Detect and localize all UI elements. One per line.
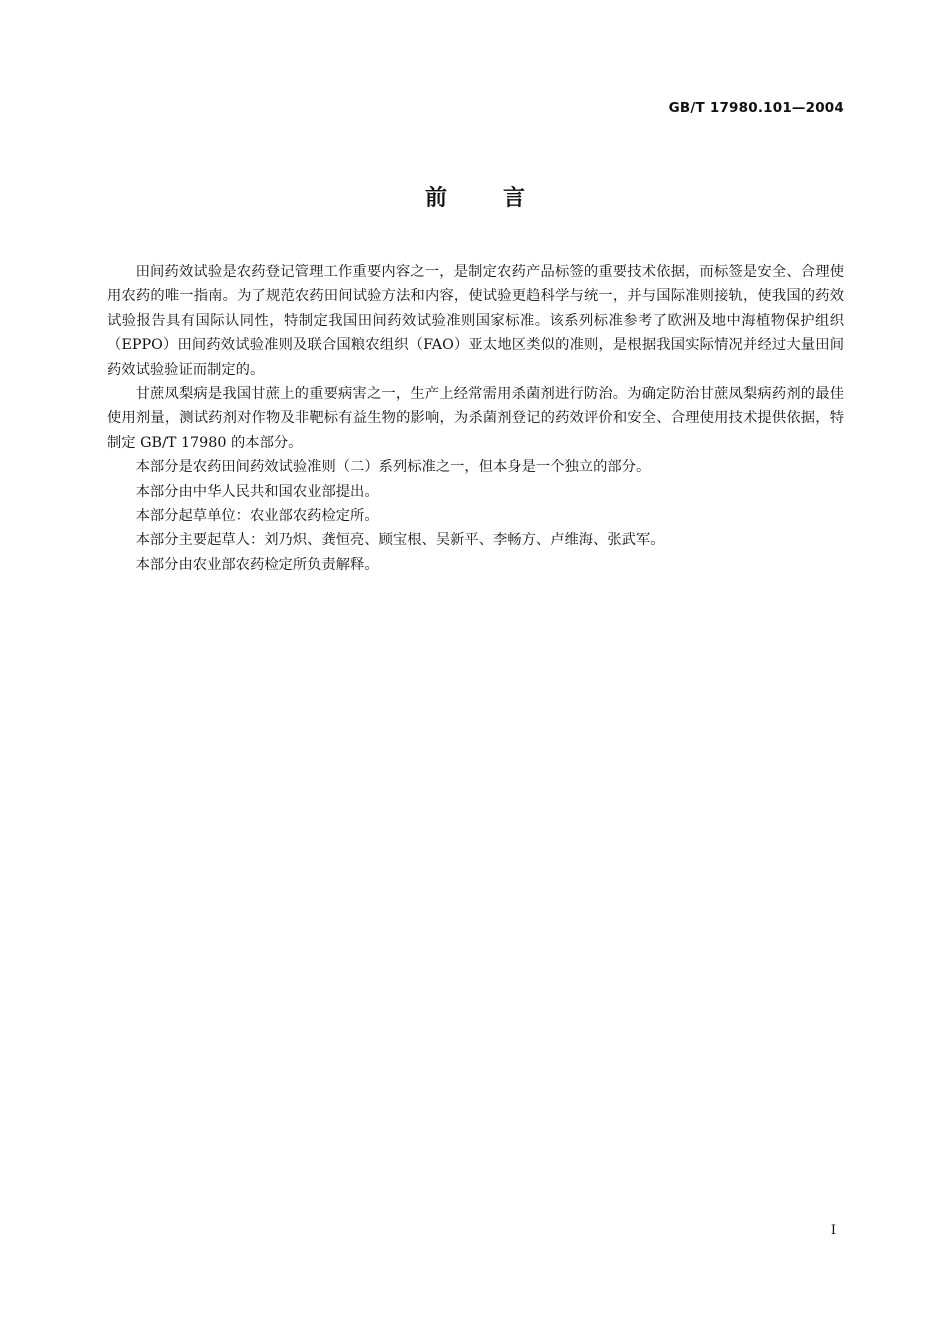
paragraph-6: 本部分主要起草人：刘乃炽、龚恒亮、顾宝根、吴新平、李畅方、卢维海、张武军。 <box>135 532 665 549</box>
paragraph-3: 本部分是农药田间药效试验准则（二）系列标准之一，但本身是一个独立的部分。 <box>135 459 651 476</box>
page-number: I <box>830 1223 836 1238</box>
foreword-body <box>107 260 844 577</box>
paragraph-4: 本部分由中华人民共和国农业部提出。 <box>135 483 379 500</box>
standard-number: GB/T 17980.101—2004 <box>668 100 844 116</box>
paragraph-2: 甘蔗凤梨病是我国甘蔗上的重要病害之一，生产上经常需用杀菌剂进行防治。为确定防治甘蔗凤梨病药剂的最佳使用剂量，测试药剂对作物及非靶标有益生物的影响，为杀菌剂登记的药效评价和安全、合理使用技术提供依据，特制定 GB/T 17980 的本部分。 <box>107 386 844 451</box>
page-title: 前言 <box>424 186 581 211</box>
paragraph-5: 本部分起草单位：农业部农药检定所。 <box>135 508 379 525</box>
paragraph-1: 田间药效试验是农药登记管理工作重要内容之一，是制定农药产品标签的重要技术依据，而标签是安全、合理使用农药的唯一指南。为了规范农药田间试验方法和内容，使试验更趋科学与统一，并与国际准则接轨，使我国的药效试验报告具有国际认同性，特制定我国田间药效试验准则国家标准。该系列标准参考了欧洲及地中海植物保护组织（EPPO）田间药效试验准则及联合国粮农组织（FAO）亚太地区类似的准则，是根据我国实际情况并经过大量田间药效试验验证而制定的。 <box>107 264 844 378</box>
paragraph-7: 本部分由农业部农药检定所负责解释。 <box>135 556 379 573</box>
